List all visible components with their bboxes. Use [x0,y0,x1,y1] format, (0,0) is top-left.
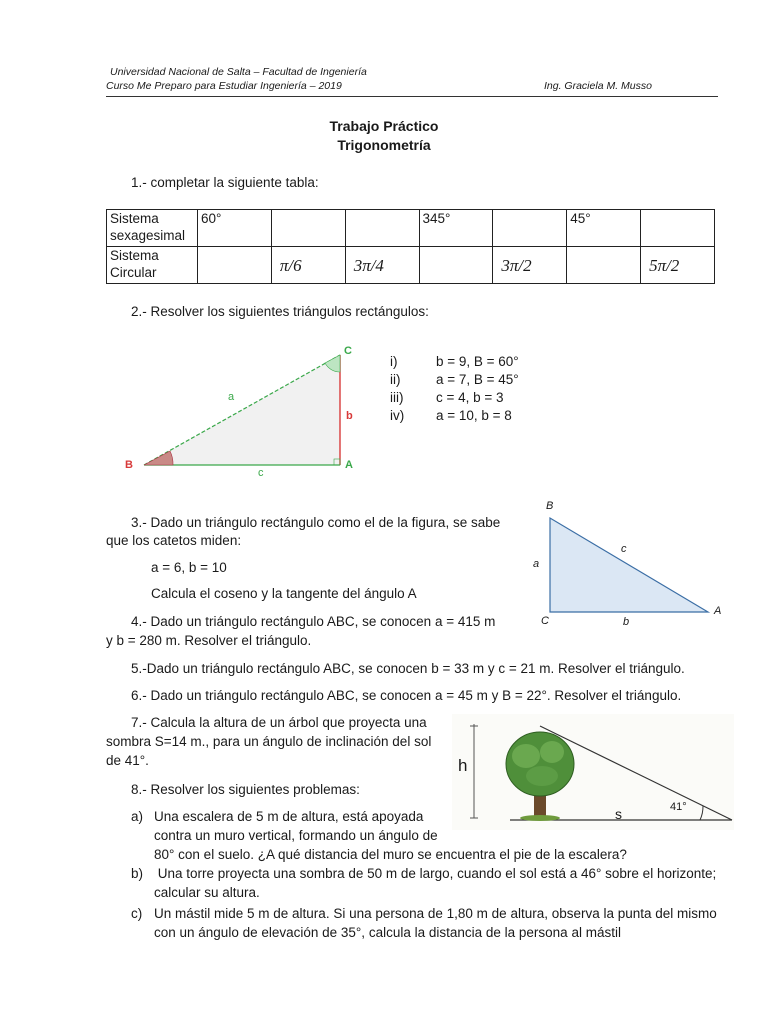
header-university: Universidad Nacional de Salta – Facultad de Ingeniería [110,66,367,78]
q3-given: a = 6, b = 10 [151,560,227,575]
q7-line2: sombra S=14 m., para un ángulo de inclinación del sol [106,734,432,749]
q3-task: Calcula el coseno y la tangente del ángulo A [151,586,417,601]
side-label-a: a [228,391,235,403]
table-cell: 5π/2 [641,247,715,284]
q4-line2: y b = 280 m. Resolver el triángulo. [106,633,312,648]
side-label-a: a [533,558,540,570]
triangle-figure-q2 [115,340,365,485]
angle-b-marker [144,451,173,465]
table-cell [493,210,567,247]
side-label-b: b [623,616,630,628]
q8b-line1: Una torre proyecta una sombra de 50 m de largo, cuando el sol está a 46° sobre el horizonte; [154,866,717,881]
q2-item-num: i) [390,354,398,369]
tree-shadow-figure [452,714,734,830]
table-cell: 45° [567,210,641,247]
table-row-sexagesimal [107,210,715,247]
vertex-label-c: C [541,615,549,627]
side-label-c: c [258,467,264,479]
q7-line1: 7.- Calcula la altura de un árbol que proyecta una [131,715,427,730]
q4-line1: 4.- Dado un triángulo rectángulo ABC, se conocen a = 415 m [131,614,496,629]
q2-item-num: iv) [390,408,405,423]
q8-prompt: 8.- Resolver los siguientes problemas: [131,782,360,797]
q6-text: 6.- Dado un triángulo rectángulo ABC, se conocen a = 45 m y B = 22°. Resolver el triángulo. [131,688,682,703]
page-subtitle: Trigonometría [337,137,431,153]
table-cell: π/6 [271,247,345,284]
table-cell: 3π/2 [493,247,567,284]
table-cell [419,247,493,284]
vertex-label-b: B [125,459,133,471]
q8a-line3: 80° con el suelo. ¿A qué distancia del muro se encuentra el pie de la escalera? [154,847,627,862]
q8c-line2: con un ángulo de elevación de 35°, calcula la distancia de la persona al mástil [154,925,621,940]
triangle-figure-q3 [540,510,720,620]
table-cell [198,247,272,284]
q8b-label: b) [131,866,144,881]
header-course: Curso Me Preparo para Estudiar Ingeniería – 2019 [106,80,342,92]
table-cell [641,210,715,247]
side-label-c: c [621,543,627,555]
side-label-b: b [346,410,353,422]
vertex-label-c: C [344,345,352,357]
q8a-label: a) [131,809,144,824]
header-rule [106,96,718,97]
table-cell [567,247,641,284]
q8c-label: c) [131,906,143,921]
table-cell [345,210,419,247]
q2-item-text: a = 10, b = 8 [436,408,512,423]
row-label-sexagesimal: Sistema sexagesimal [107,210,198,247]
shadow-label: s [615,806,622,822]
table-row-circular [107,247,715,284]
q2-item-num: ii) [390,372,401,387]
q2-item-text: a = 7, B = 45° [436,372,519,387]
table-cell: 3π/4 [345,247,419,284]
q3-line2: que los catetos miden: [106,533,242,548]
vertex-label-a: A [714,605,722,617]
header-author: Ing. Graciela M. Musso [544,80,652,92]
q1-prompt: 1.- completar la siguiente tabla: [131,175,319,190]
page-title: Trabajo Práctico [329,118,439,134]
q8c-line1: Un mástil mide 5 m de altura. Si una persona de 1,80 m de altura, observa la punta del mismo [154,906,717,921]
q3-line1: 3.- Dado un triángulo rectángulo como el de la figura, se sabe [131,515,501,530]
q2-item-num: iii) [390,390,404,405]
q8a-line1: Una escalera de 5 m de altura, está apoyada [154,809,424,824]
table-cell: 345° [419,210,493,247]
q8a-line2: contra un muro vertical, formando un ángulo de [154,828,438,843]
q2-item-text: c = 4, b = 3 [436,390,504,405]
table-cell [271,210,345,247]
q2-prompt: 2.- Resolver los siguientes triángulos rectángulos: [131,304,429,319]
q7-line3: de 41°. [106,753,149,768]
q8b-line2: calcular su altura. [154,885,260,900]
height-label: h [458,756,468,775]
conversion-table [106,209,715,284]
row-label-circular: Sistema Circular [107,247,198,284]
angle-label: 41° [670,801,687,813]
table-cell: 60° [198,210,272,247]
vertex-label-b: B [546,500,554,512]
q2-item-text: b = 9, B = 60° [436,354,519,369]
vertex-label-a: A [345,459,353,471]
q5-text: 5.-Dado un triángulo rectángulo ABC, se conocen b = 33 m y c = 21 m. Resolver el triángulo. [131,661,685,676]
